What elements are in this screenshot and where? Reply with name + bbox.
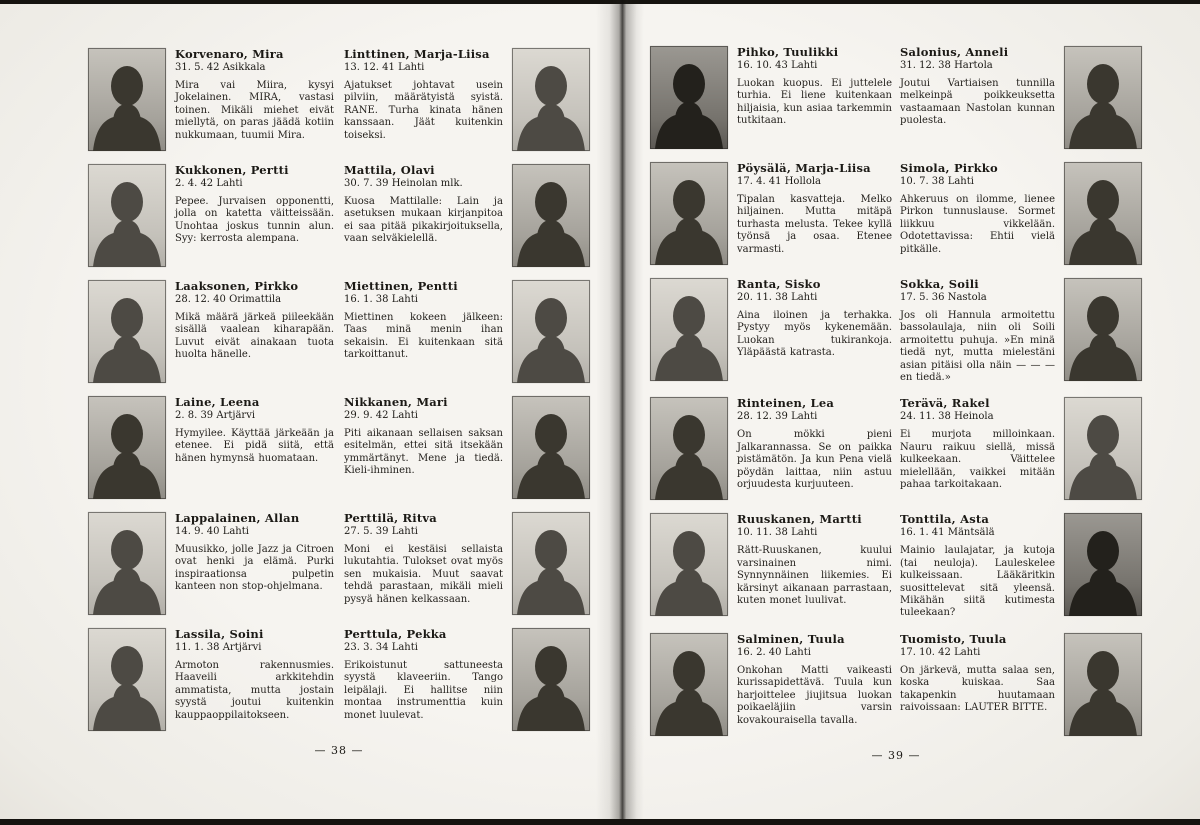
yearbook-entry [650,513,892,619]
portrait-photo [88,628,166,731]
entry-row [88,48,590,151]
yearbook-entry [900,633,1142,736]
student-name: Terävä, Rakel [900,396,990,411]
portrait-photo [512,396,590,499]
book-spine [596,0,644,825]
scan-border-bottom [0,819,1200,825]
portrait-photo [88,48,166,151]
birth-date-place: 10. 7. 38 Lahti [900,176,974,187]
student-description: Pepee. Jurvaisen opponentti, jolla on katetta väitteissään. Unohtaa joskus tunnin alun. Syy: kerrosta alempana. [175,196,334,245]
student-name: Salonius, Anneli [900,45,1009,59]
student-name: Rinteinen, Lea [737,396,834,411]
student-description: Muusikko, jolle Jazz ja Citroen ovat henki ja elämä. Purki inspiraationsa pulpetin kanteen non stop-ohjelmana. [175,544,334,593]
yearbook-entry [88,512,334,615]
student-name: Tonttila, Asta [900,512,990,527]
student-description: Mikä määrä järkeä piileekään sisällä vaalean kiharapään. Luvut eivät ainakaan tuota huolta hänelle. [175,312,334,361]
portrait-photo [512,628,590,731]
person-silhouette-icon [512,512,590,615]
yearbook-entry [88,396,334,499]
student-description: Mira vai Miira, kysyi Jokelainen. MIRA, vastasi toinen. Mikäli miehet eivät miellytä, on paras jäädä kotiin nukkumaan, tuumii Mira. [175,80,334,141]
birth-date-place: 31. 5. 42 Asikkala [175,62,266,73]
portrait-photo [88,164,166,267]
student-name: Lappalainen, Allan [175,511,300,525]
student-description: Ahkeruus on ilomme, lienee Pirkon tunnuslause. Sormet liikkuu vikkelään. Odotettavissa: Ehtii vielä pitkälle. [900,194,1055,255]
birth-date-place: 24. 11. 38 Heinola [900,411,994,423]
portrait-photo [650,633,728,736]
entry-row [650,397,1142,500]
birth-date-place: 16. 2. 40 Lahti [737,646,811,658]
student-description: Ajatukset johtavat usein pilviin, määrätyistä syistä. RANE. Turha kinata hänen kanssaan. Jäät kuitenkin toiseksi. [344,80,503,141]
yearbook-entry [344,512,590,615]
entry-row [650,513,1142,619]
student-name: Kukkonen, Pertti [175,163,289,177]
birth-date-place: 17. 4. 41 Hollola [737,176,822,187]
yearbook-entry [344,164,590,267]
birth-date-place: 17. 5. 36 Nastola [900,292,987,303]
birth-date-place: 29. 9. 42 Lahti [344,410,418,421]
student-name: Miettinen, Pentti [344,279,458,293]
student-description: Erikoistunut sattuneesta syystä klaveeriin. Tango leipälaji. Ei hallitse niin montaa instrumenttia kuin monet luulevat. [344,660,503,721]
yearbook-entry [650,46,892,149]
person-silhouette-icon [512,396,590,499]
portrait-photo [88,280,166,383]
entry-row [88,164,590,267]
student-description: Ei murjota milloinkaan. Nauru raikuu siellä, missä kulkeekaan. Väittelee mielellään, vaikkei mitään pahaa tarkoitakaan. [900,429,1055,491]
entry-row [88,280,590,383]
student-description: Jos oli Hannula armoitettu bassolaulaja, niin oli Soili armoitettu puhuja. »En minä tiedä nyt, mutta mielestäni asian pitäisi olla näin — — — en tiedä.» [900,310,1055,384]
student-description: Kuosa Mattilalle: Lain ja asetuksen mukaan kirjanpitoa ei saa pitää pikakirjoituksella, vaan selväkielellä. [344,196,503,245]
person-silhouette-icon [88,628,166,731]
student-description: Tipalan kasvatteja. Melko hiljainen. Mutta mitäpä turhasta melusta. Tekee kyllä työnsä ja osaa. Etenee varmasti. [737,194,892,255]
student-name: Nikkanen, Mari [344,395,448,409]
student-name: Pöysälä, Marja-Liisa [737,161,871,175]
student-description: Miettinen kokeen jälkeen: Taas minä menin ihan sekaisin. Ei kuitenkaan sitä tarkoittanut. [344,312,503,361]
student-description: On järkevä, mutta salaa sen, koska kuiskaa. Saa takapenkin huutamaan raivoissaan: LAUTER BITTE. [900,664,1055,714]
student-name: Perttilä, Ritva [344,511,437,525]
person-silhouette-icon [650,513,728,616]
person-silhouette-icon [512,280,590,383]
page-number: — 38 — [314,744,364,757]
yearbook-entry [900,46,1142,149]
birth-date-place: 28. 12. 40 Orimattila [175,294,282,305]
student-description: Moni ei kestäisi sellaista lukutahtia. Tulokset ovat myös sen mukaisia. Muut saavat tehdä parastaan, mikäli mieli pysyä hänen kelkassaan. [344,544,503,605]
yearbook-entry [88,164,334,267]
yearbook-entry [900,162,1142,265]
person-silhouette-icon [650,397,728,500]
birth-date-place: 17. 10. 42 Lahti [900,646,981,658]
student-name: Linttinen, Marja-Liisa [344,47,490,61]
yearbook-entry [650,278,892,384]
portrait-photo [650,397,728,500]
birth-date-place: 20. 11. 38 Lahti [737,292,818,303]
portrait-photo [650,278,728,381]
entry-row [88,628,590,731]
student-name: Ruuskanen, Martti [737,512,862,527]
person-silhouette-icon [1064,46,1142,149]
entry-row [88,396,590,499]
birth-date-place: 23. 3. 34 Lahti [344,642,418,653]
student-name: Pihko, Tuulikki [737,45,839,59]
birth-date-place: 13. 12. 41 Lahti [344,62,425,73]
portrait-photo [1064,46,1142,149]
person-silhouette-icon [1064,513,1142,616]
portrait-photo [1064,633,1142,736]
yearbook-entry [344,48,590,151]
yearbook-entry [650,397,892,500]
person-silhouette-icon [88,164,166,267]
student-name: Laine, Leena [175,395,260,409]
yearbook-entry [344,628,590,731]
student-name: Ranta, Sisko [737,277,821,291]
person-silhouette-icon [650,162,728,265]
yearbook-entry [344,280,590,383]
person-silhouette-icon [650,633,728,736]
birth-date-place: 2. 8. 39 Artjärvi [175,410,256,421]
person-silhouette-icon [1064,397,1142,500]
birth-date-place: 30. 7. 39 Heinolan mlk. [344,178,463,189]
portrait-photo [512,164,590,267]
portrait-photo [1064,513,1142,616]
birth-date-place: 11. 1. 38 Artjärvi [175,642,262,653]
yearbook-entry [650,162,892,265]
birth-date-place: 31. 12. 38 Hartola [900,60,993,71]
portrait-photo [512,280,590,383]
portrait-photo [1064,162,1142,265]
yearbook-entry [900,513,1142,619]
birth-date-place: 16. 10. 43 Lahti [737,60,818,71]
student-description: Mainio laulajatar, ja kutoja (tai neuloja). Lauleskelee kulkeissaan. Lääkäritkin suosittelevat sitä yleensä. Mikähän siitä kutimesta tuleekaan? [900,545,1055,619]
yearbook-entry [88,628,334,731]
person-silhouette-icon [88,396,166,499]
portrait-photo [512,512,590,615]
birth-date-place: 28. 12. 39 Lahti [737,411,818,423]
entry-row [650,278,1142,384]
student-description: Onkohan Matti vaikeasti kurissapidettävä. Tuula kun harjoittelee jiujitsua luokan poikaeläjiin varsin kovakouraisella tavalla. [737,664,892,726]
person-silhouette-icon [650,278,728,381]
yearbook-entry [900,278,1142,384]
portrait-photo [1064,278,1142,381]
yearbook-entry [650,633,892,736]
person-silhouette-icon [512,48,590,151]
student-description: Aina iloinen ja terhakka. Pystyy myös kykenemään. Luokan tukirankoja. Yläpäästä katrasta. [737,310,892,359]
portrait-photo [1064,397,1142,500]
portrait-photo [88,396,166,499]
birth-date-place: 16. 1. 41 Mäntsälä [900,527,995,539]
birth-date-place: 14. 9. 40 Lahti [175,526,249,537]
person-silhouette-icon [88,512,166,615]
student-name: Salminen, Tuula [737,631,845,646]
person-silhouette-icon [1064,162,1142,265]
yearbook-entry [344,396,590,499]
page-number: — 39 — [871,748,921,762]
student-description: On mökki pieni Jalkarannassa. Se on paikka pistämätön. Ja kun Pena vielä pöydän laittaa, niin astuu orjuudesta kurjuuteen. [737,429,892,491]
student-description: Armoton rakennusmies. Haaveili arkkitehdin ammatista, mutta jostain syystä joutui kuitenkin kauppaoppilaitokseen. [175,660,334,721]
student-name: Sokka, Soili [900,277,979,291]
person-silhouette-icon [650,46,728,149]
portrait-photo [650,162,728,265]
entry-row [650,633,1142,736]
student-name: Lassila, Soini [175,627,264,641]
person-silhouette-icon [88,48,166,151]
student-name: Tuomisto, Tuula [900,631,1007,646]
portrait-photo [88,512,166,615]
entry-row [650,162,1142,265]
student-name: Mattila, Olavi [344,163,435,177]
student-description: Hymyilee. Käyttää järkeään ja etenee. Ei pidä siitä, että hänen hymynsä huomataan. [175,428,334,464]
birth-date-place: 10. 11. 38 Lahti [737,527,818,539]
portrait-photo [650,513,728,616]
yearbook-entry [88,48,334,151]
entry-row [88,512,590,615]
person-silhouette-icon [512,164,590,267]
person-silhouette-icon [88,280,166,383]
student-description: Luokan kuopus. Ei juttelele turhia. Ei liene kuitenkaan hiljaisia, kun asiaa tarkemmin tutkitaan. [737,78,892,127]
birth-date-place: 2. 4. 42 Lahti [175,178,243,189]
student-name: Korvenaro, Mira [175,47,284,61]
student-name: Perttula, Pekka [344,627,447,641]
student-name: Laaksonen, Pirkko [175,279,299,293]
birth-date-place: 27. 5. 39 Lahti [344,526,418,537]
yearbook-entry [900,397,1142,500]
student-description: Rätt-Ruuskanen, kuului varsinainen nimi. Synnynnäinen liikemies. Ei kärsinyt aikanaan parrastaan, kuten monet luulivat. [737,545,892,607]
portrait-photo [650,46,728,149]
student-description: Joutui Vartiaisen tunnilla melkeinpä poikkeuksetta vastaamaan Nastolan kunnan puolesta. [900,78,1055,127]
person-silhouette-icon [1064,278,1142,381]
yearbook-entry [88,280,334,383]
entry-row [650,46,1142,149]
right-page [650,46,1142,762]
person-silhouette-icon [512,628,590,731]
left-page [88,48,590,757]
person-silhouette-icon [1064,633,1142,736]
portrait-photo [512,48,590,151]
birth-date-place: 16. 1. 38 Lahti [344,294,418,305]
student-description: Piti aikanaan sellaisen saksan esitelmän, ettei sitä itsekään ymmärtänyt. Mene ja tiedä. Kieli-ihminen. [344,428,503,477]
student-name: Simola, Pirkko [900,161,998,175]
